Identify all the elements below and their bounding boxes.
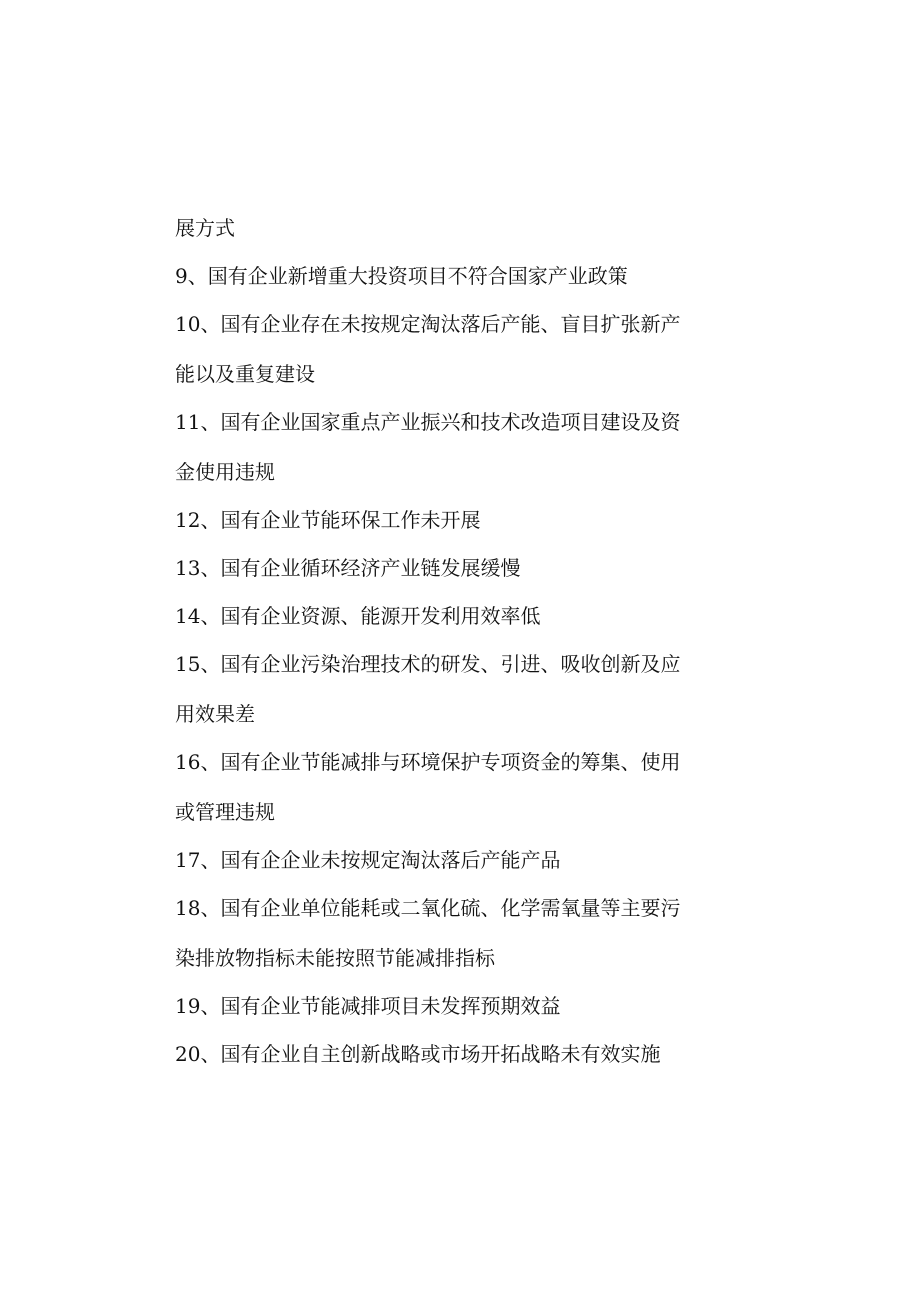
list-item-12: 12、国有企业节能环保工作未开展 xyxy=(175,508,481,532)
list-item-18: 18、国有企业单位能耗或二氧化硫、化学需氧量等主要污 xyxy=(175,896,681,920)
list-item-9: 9、国有企业新增重大投资项目不符合国家产业政策 xyxy=(175,264,628,288)
text-line: 展方式 xyxy=(175,216,235,240)
document-body xyxy=(175,216,695,1066)
list-item-16-continued: 或管理违规 xyxy=(175,800,275,824)
list-item-11-continued: 金使用违规 xyxy=(175,460,275,484)
list-item-15: 15、国有企业污染治理技术的研发、引进、吸收创新及应 xyxy=(175,652,681,676)
list-item-13: 13、国有企业循环经济产业链发展缓慢 xyxy=(175,556,521,580)
list-item-17: 17、国有企企业未按规定淘汰落后产能产品 xyxy=(175,848,561,872)
list-item-20: 20、国有企业自主创新战略或市场开拓战略未有效实施 xyxy=(175,1042,661,1066)
list-item-18-continued: 染排放物指标未能按照节能减排指标 xyxy=(175,946,495,970)
list-item-10: 10、国有企业存在未按规定淘汰落后产能、盲目扩张新产 xyxy=(175,312,681,336)
list-item-15-continued: 用效果差 xyxy=(175,702,255,726)
list-item-16: 16、国有企业节能减排与环境保护专项资金的筹集、使用 xyxy=(175,750,681,774)
list-item-11: 11、国有企业国家重点产业振兴和技术改造项目建设及资 xyxy=(175,410,681,434)
list-item-10-continued: 能以及重复建设 xyxy=(175,362,315,386)
list-item-19: 19、国有企业节能减排项目未发挥预期效益 xyxy=(175,994,561,1018)
list-item-14: 14、国有企业资源、能源开发利用效率低 xyxy=(175,604,541,628)
